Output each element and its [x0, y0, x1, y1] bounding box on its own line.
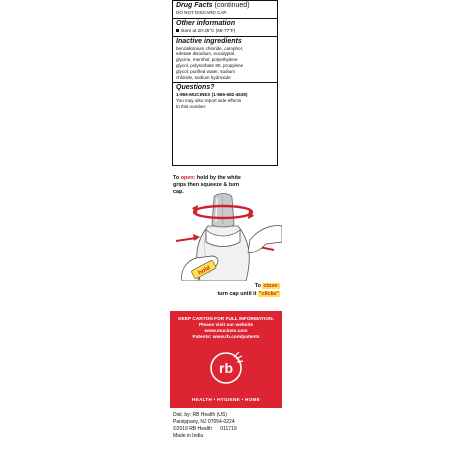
open-instructions: To open: hold by the white grips then squeeze & turn cap. [173, 175, 241, 195]
carton-side-panel [170, 0, 282, 450]
inactive-ingredients-section [173, 37, 277, 84]
close-instructions: To close: turn cap until it "clicks" [217, 283, 279, 297]
open-keyword: open: [180, 175, 196, 181]
questions-line: to this number. [176, 103, 207, 109]
drug-facts-box [172, 0, 278, 166]
inactive-line: glycine, menthol, polyethylene [176, 57, 238, 63]
storage-item: store at 20-25°C (68-77°F) [176, 28, 274, 34]
inactive-line: chloride, sodium hydroxide [176, 74, 231, 80]
drug-facts-title: Drug Facts (continued) [176, 2, 250, 9]
questions-heading: Questions? [176, 84, 215, 92]
inactive-line: benzalkonium chloride, camphor, [176, 45, 244, 51]
rb-logo-icon [206, 348, 246, 388]
close-keyword: close: [263, 283, 279, 289]
other-information-section [173, 19, 277, 37]
brand-tagline: HEALTH • HYGIENE • HOME [192, 397, 260, 402]
inactive-line: edetate disodium, eucalyptol, [176, 51, 236, 57]
inactive-ingredients-heading: Inactive ingredients [176, 37, 242, 45]
red-info-box [170, 311, 282, 408]
discard-warning: DO NOT DISCARD CAP. [176, 10, 228, 15]
inactive-line: glycol, purified water, sodium [176, 68, 235, 74]
questions-section [173, 83, 277, 111]
bottle-cap-illustration [170, 186, 282, 281]
bullet-square-icon [176, 29, 179, 32]
questions-line: You may also report side effects [176, 98, 242, 104]
drug-facts-header [173, 1, 277, 19]
hold-label: hold [197, 265, 212, 277]
squeeze-arrow-left [176, 238, 196, 241]
other-information-heading: Other information [176, 19, 236, 27]
distributor-info: Dist. by: RB Health (US) Parsippany, NJ 07054-0224 ©2019 RB Health 011719 Made in India [173, 412, 237, 439]
rb-logo-text: rb [219, 360, 233, 376]
red-box-message: KEEP CARTON FOR FULL INFORMATION. Please visit our website www.mucinex.com Patents: www.rb.com/patents [178, 317, 274, 340]
clicks-keyword: "clicks" [258, 290, 279, 297]
questions-phone: 1-866-MUCINEX (1-866-682-4639) [176, 92, 248, 98]
inactive-line: glycol, polysorbate 80, propylene [176, 62, 244, 68]
